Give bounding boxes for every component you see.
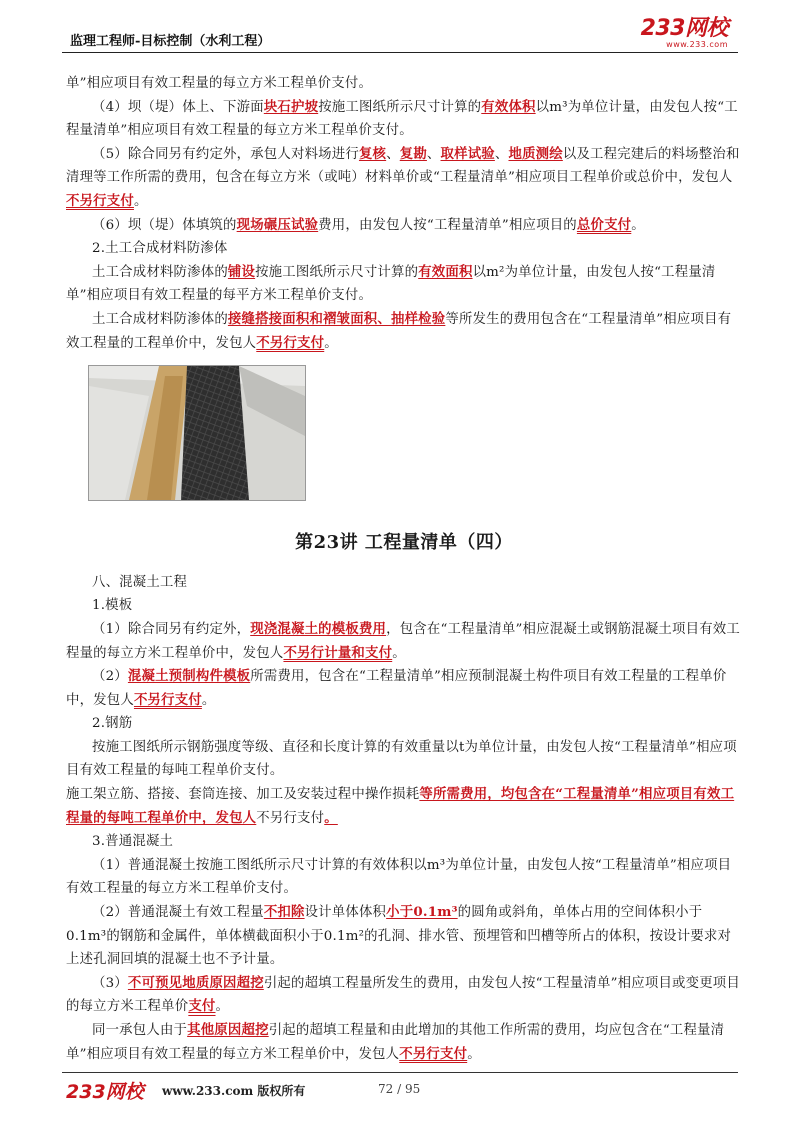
paragraph — [66, 96, 742, 143]
keyword-highlight: 。 — [324, 809, 338, 826]
paragraph-text: 1.模板 — [92, 598, 133, 614]
paragraph — [66, 736, 742, 783]
keyword-highlight: 有效面积 — [418, 263, 473, 280]
paragraph-text: 等所发生的费用包含在“工程量清单”相应项目有效工程量的工程单价中，发包人 — [66, 311, 732, 351]
brand-logo-main: 233网校 — [640, 16, 728, 41]
paragraph-text: 土工合成材料防渗体的 — [92, 264, 228, 280]
subheading — [66, 571, 742, 595]
footer-divider — [62, 1072, 738, 1073]
keyword-highlight: 不可预见地质原因超挖 — [127, 974, 264, 991]
paragraph-text: 施工架立筋、搭接、套筒连接、加工及安装过程中操作损耗 — [66, 787, 420, 803]
paragraph-text: 按施工图纸所示尺寸计算的 — [318, 99, 482, 115]
header-divider — [62, 52, 738, 53]
keyword-highlight: 现场碾压试验 — [236, 216, 319, 233]
paragraph-text: ，包含在“工程量清单”相应混凝土或钢筋混凝土项目有效工程量的每立方米工程单价中，发包人 — [66, 621, 740, 661]
paragraph — [66, 143, 742, 214]
paragraph-text: 、 — [386, 146, 400, 162]
paragraph — [66, 72, 742, 96]
keyword-highlight: 不另行计量和支付 — [283, 644, 393, 661]
keyword-highlight: 等所需费用，均包含在“工程量清单”相应项目有效工程量的每吨工程单价中，发包人 — [66, 786, 735, 826]
paragraph-text: 以m³为单位计量，由发包人按“工程量清单”相应项目有效工程量的每立方米工程单价支付。 — [66, 99, 738, 139]
keyword-highlight: 复核 — [358, 145, 387, 162]
paragraph — [66, 618, 742, 665]
paragraph-text: 。 — [215, 999, 230, 1015]
keyword-highlight: 混凝土预制构件模板 — [127, 668, 251, 685]
keyword-highlight: 不另行支付 — [66, 192, 134, 209]
paragraph-text: 3.普通混凝土 — [92, 834, 174, 850]
paragraph-text: （1）除合同另有约定外， — [92, 621, 251, 637]
paragraph-text: 费用，由发包人按“工程量清单”相应项目的 — [318, 217, 577, 233]
paragraph-text: 、 — [494, 146, 509, 162]
paragraph-text: 。 — [631, 217, 645, 233]
paragraph-text: 八、混凝土工程 — [92, 574, 188, 590]
keyword-highlight: 块石护坡 — [263, 98, 319, 115]
paragraph-text: 引起的超填工程量和由此增加的其他工作所需的费用，均应包含在“工程量清单”相应项目有效工程量的每立方米工程单价中，发包人 — [66, 1023, 725, 1062]
paragraph — [66, 261, 742, 308]
subheading — [66, 712, 742, 736]
paragraph-text: 。 — [467, 1046, 481, 1062]
paragraph-text: 。 — [133, 193, 148, 209]
subheading — [66, 830, 742, 854]
paragraph-text: 以m²为单位计量，由发包人按“工程量清单”相应项目有效工程量的每平方米工程单价支付。 — [66, 264, 716, 304]
paragraph-text: 。 — [324, 335, 338, 351]
paragraph-text: 同一承包人由于 — [92, 1023, 188, 1038]
brand-logo-url: www.233.com — [666, 40, 728, 49]
keyword-highlight: 复勘 — [399, 145, 427, 162]
paragraph — [66, 665, 742, 712]
document-body — [66, 72, 742, 1066]
keyword-highlight: 接缝搭接面积和褶皱面积、抽样检验 — [227, 310, 446, 327]
keyword-highlight: 总价支付 — [576, 216, 632, 233]
keyword-highlight: 支付 — [188, 998, 216, 1015]
paragraph-text: 2.钢筋 — [92, 716, 133, 732]
subheading — [66, 237, 742, 261]
keyword-highlight: 不扣除 — [263, 904, 305, 921]
keyword-highlight: 不另行支付 — [399, 1045, 468, 1062]
page-number: 72 / 95 — [378, 1082, 421, 1096]
keyword-highlight: 现浇混凝土的模板费用 — [250, 620, 387, 637]
keyword-highlight: 铺设 — [227, 263, 256, 280]
keyword-highlight: 不另行支付 — [133, 691, 202, 708]
paragraph-text: 。 — [201, 692, 216, 708]
geomembrane-photo-icon — [88, 365, 306, 501]
paragraph — [66, 783, 742, 830]
paragraph-text: 单”相应项目有效工程量的每立方米工程单价支付。 — [66, 76, 373, 91]
paragraph — [66, 1019, 742, 1066]
footer-logo[interactable]: 233网校 — [66, 1081, 144, 1103]
paragraph-text: 设计单体体积 — [304, 905, 387, 921]
paragraph-text: 。 — [392, 645, 406, 661]
paragraph-text: （2）普通混凝土有效工程量 — [92, 905, 264, 921]
paragraph-text: （3） — [92, 975, 128, 991]
paragraph-text: 按施工图纸所示钢筋强度等级、直径和长度计算的有效重量以t为单位计量，由发包人按“工程量清单”相应项目有效工程量的每吨工程单价支付。 — [66, 739, 737, 779]
subheading — [66, 594, 742, 618]
keyword-highlight: 不另行支付 — [256, 334, 325, 351]
header-title: 监理工程师-目标控制（水利工程） — [70, 34, 271, 49]
paragraph-text: 、 — [426, 146, 441, 162]
paragraph — [66, 901, 742, 972]
paragraph-text: 引起的超填工程量所发生的费用，由发包人按“工程量清单”相应项目或变更项目的每立方米工程单价 — [66, 975, 740, 1015]
paragraph-text: 所需费用，包含在“工程量清单”相应预制混凝土构件项目有效工程量的工程单价中，发包人 — [66, 669, 727, 708]
paragraph — [66, 308, 742, 355]
paragraph-text: 按施工图纸所示尺寸计算的 — [255, 264, 419, 280]
paragraph-text: （6）坝（堤）体填筑的 — [92, 217, 237, 233]
paragraph-text: （2） — [92, 669, 128, 685]
paragraph — [66, 214, 742, 238]
paragraph — [66, 972, 742, 1019]
paragraph-text: （4）坝（堤）体上、下游面 — [92, 99, 264, 115]
brand-logo[interactable] — [641, 18, 728, 49]
keyword-highlight: 其他原因超挖 — [187, 1022, 269, 1038]
paragraph-text: （1）普通混凝土按施工图纸所示尺寸计算的有效体积以m³为单位计量，由发包人按“工程量清单”相应项目有效工程量的每立方米工程单价支付。 — [66, 857, 732, 897]
paragraph-text: （5）除合同另有约定外，承包人对料场进行 — [92, 146, 359, 162]
paragraph-text: 2.土工合成材料防渗体 — [92, 241, 228, 257]
paragraph-text: 的圆角或斜角，单体占用的空间体积小于0.1m³的钢筋和金属件，单体横截面积小于0.1m²的孔洞、排水管、预埋管和凹槽等所占的体积，按设计要求对上述孔洞回填的混凝土也不予计量。 — [66, 905, 732, 968]
footer-copyright: www.233.com 版权所有 — [162, 1084, 306, 1098]
keyword-highlight: 小于0.1m³ — [386, 904, 458, 921]
paragraph-text: 以及工程完建后的料场整治和清理等工作所需的费用，包含在每立方米（或吨）材料单价或“工程量清单”相应项目工程单价或总价中，发包人 — [66, 146, 740, 186]
paragraph — [66, 854, 742, 901]
section-title: 第23讲 工程量清单（四） — [295, 532, 513, 554]
keyword-highlight: 取样试验 — [440, 145, 495, 162]
keyword-highlight: 有效体积 — [481, 98, 536, 115]
keyword-highlight: 地质测绘 — [508, 145, 563, 162]
paragraph-text: 不另行支付 — [256, 810, 325, 826]
paragraph-text: 土工合成材料防渗体的 — [92, 311, 228, 327]
